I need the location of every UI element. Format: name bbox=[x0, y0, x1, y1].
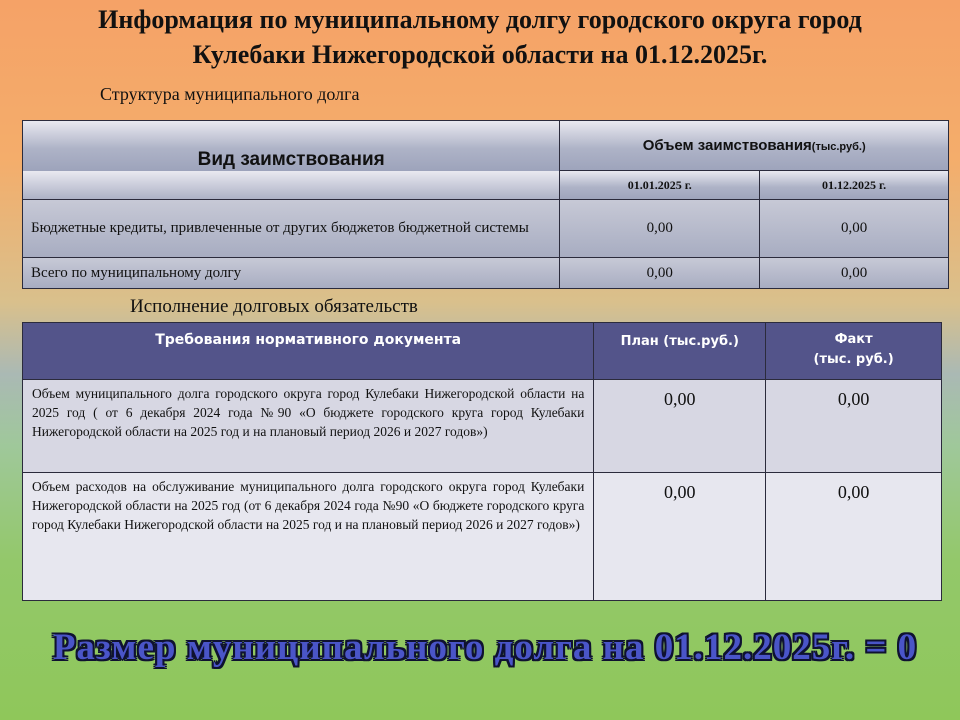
debt-structure-table bbox=[22, 120, 949, 289]
col-header-volume bbox=[560, 121, 949, 171]
col-header-plan: План (тыс.руб.) bbox=[594, 323, 766, 380]
table-row bbox=[23, 473, 942, 601]
col-header-date-2: 01.12.2025 г. bbox=[760, 171, 949, 200]
row-plan-value: 0,00 bbox=[594, 473, 766, 601]
row-value-date-1: 0,00 bbox=[560, 258, 760, 289]
title-line-1: Информация по муниципальному долгу городского округа город bbox=[98, 5, 862, 34]
col-header-volume-label: Объем заимствования bbox=[642, 137, 812, 154]
table-row bbox=[23, 258, 949, 289]
table-row bbox=[23, 200, 949, 258]
row-label: Всего по муниципальному долгу bbox=[23, 258, 560, 289]
col-header-volume-unit: (тыс.руб.) bbox=[811, 141, 866, 153]
structure-heading: Структура муниципального долга bbox=[100, 84, 360, 104]
debt-summary: Размер муниципального долга на 01.12.2025г. = 0 bbox=[52, 627, 918, 668]
execution-heading: Исполнение долговых обязательств bbox=[130, 296, 418, 317]
row-fact-value: 0,00 bbox=[766, 473, 942, 601]
row-plan-value: 0,00 bbox=[594, 380, 766, 473]
col-header-fact-line-2: (тыс. руб.) bbox=[813, 352, 894, 367]
row-value-date-1: 0,00 bbox=[560, 200, 760, 258]
row-fact-value: 0,00 bbox=[766, 380, 942, 473]
col-header-fact-line-1: Факт bbox=[834, 332, 873, 347]
row-value-date-2: 0,00 bbox=[760, 200, 949, 258]
debt-execution-table bbox=[22, 322, 942, 601]
title-line-2: Кулебаки Нижегородской области на 01.12.2025г. bbox=[192, 40, 768, 69]
col-header-date-1: 01.01.2025 г. bbox=[560, 171, 760, 200]
row-value-date-2: 0,00 bbox=[760, 258, 949, 289]
page-title bbox=[20, 2, 940, 72]
col-header-type: Вид заимствования bbox=[23, 121, 560, 200]
row-requirement-text: Объем муниципального долга городского округа город Кулебаки Нижегородской области на 2025 год ( от 6 декабря 2024 года №90 «О бюджете городского круга город Кулебаки Нижегородской области на 2025 год и на плановый период 2026 и 2027 годов») bbox=[23, 380, 594, 473]
row-requirement-text: Объем расходов на обслуживание муниципального долга городского округа город Кулебаки Нижегородской области на 2025 год (от 6 декабря 2024 года №90 «О бюджете городского круга город Кулебаки Нижегородской области на 2025 год и на плановый период 2026 и 2027 годов») bbox=[23, 473, 594, 601]
row-label: Бюджетные кредиты, привлеченные от других бюджетов бюджетной системы bbox=[23, 200, 560, 258]
col-header-fact bbox=[766, 323, 942, 380]
col-header-requirements: Требования нормативного документа bbox=[23, 323, 594, 380]
table-row bbox=[23, 380, 942, 473]
